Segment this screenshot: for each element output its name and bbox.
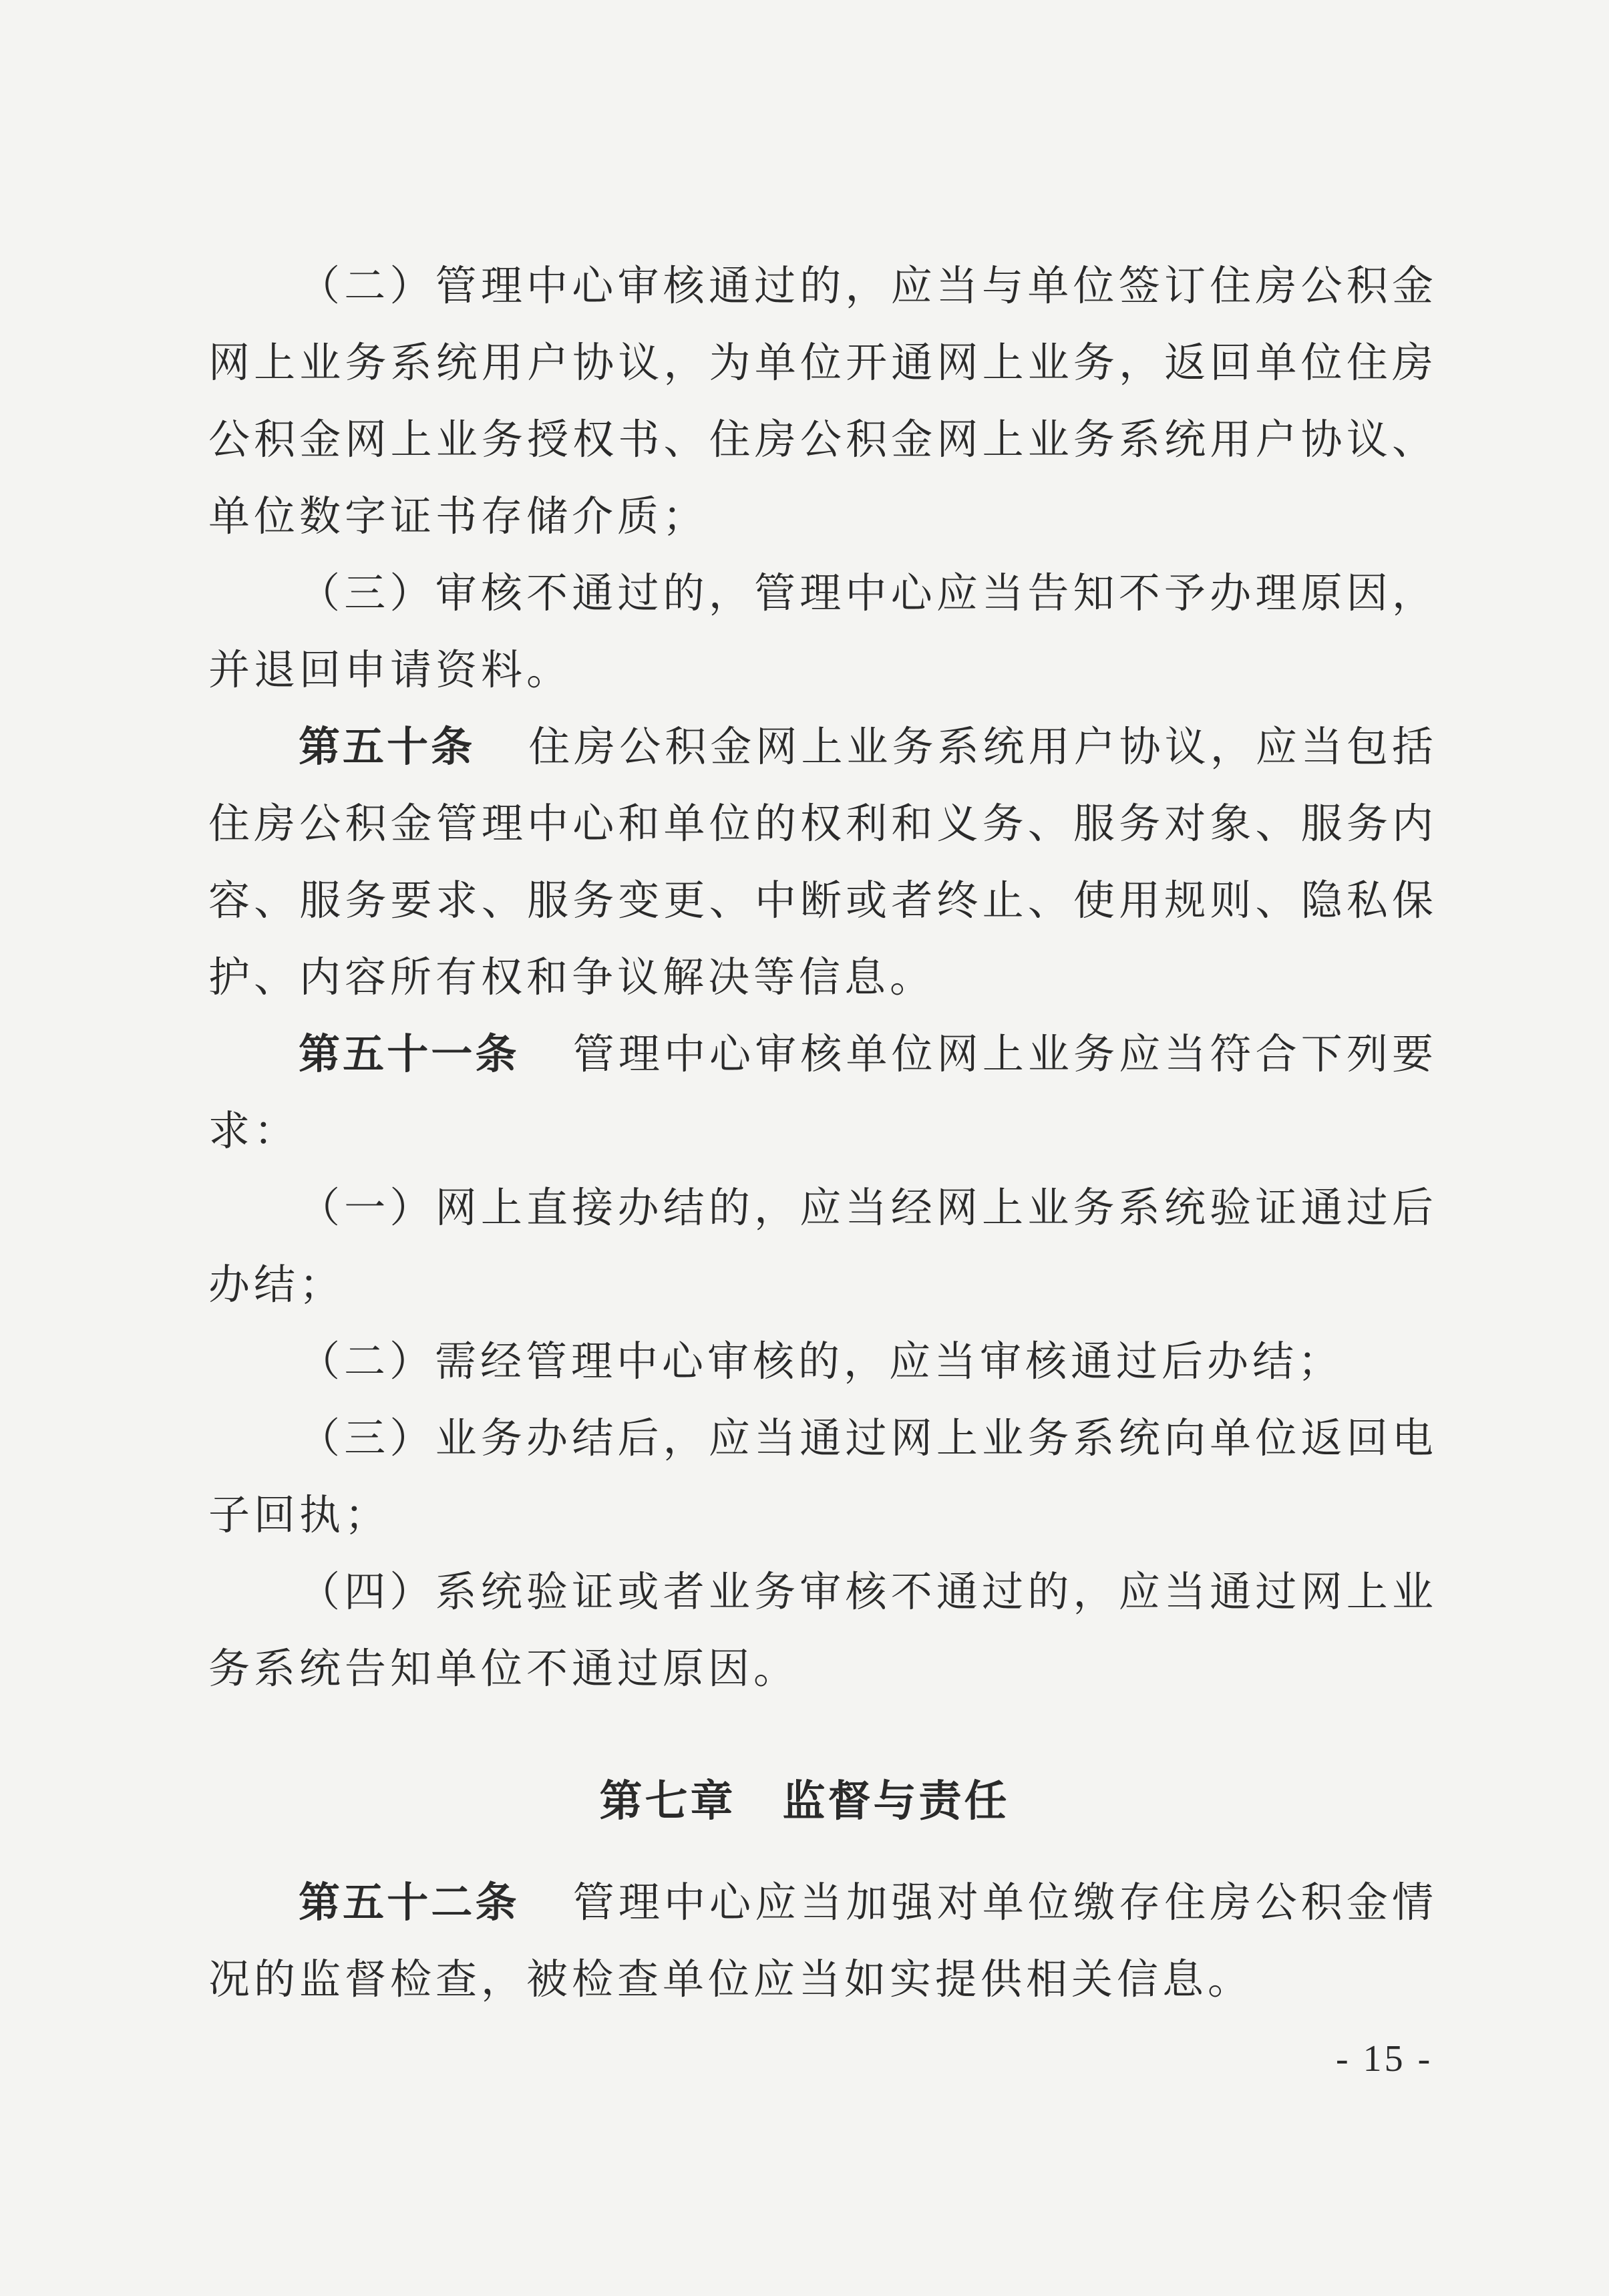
paragraph-text: （三）审核不通过的，管理中心应当告知不予办理原因，并退回申请资料。 bbox=[208, 568, 1437, 694]
requirement-text: （一）网上直接办结的，应当经网上业务系统验证通过后办结； bbox=[208, 1183, 1437, 1309]
article-text: 住房公积金网上业务系统用户协议，应当包括住房公积金管理中心和单位的权利和义务、服务对象、服务内容、服务要求、服务变更、中断或者终止、使用规则、隐私保护、内容所有权和争议解决等信息。 bbox=[208, 722, 1437, 1001]
article-number: 第五十二条 bbox=[299, 1878, 520, 1927]
article-52 bbox=[208, 1864, 1437, 2017]
article-51 bbox=[208, 1015, 1437, 1169]
chapter-heading bbox=[0, 1764, 1609, 1840]
article-number: 第五十条 bbox=[299, 722, 476, 771]
requirement-item-2 bbox=[208, 1323, 1437, 1400]
paragraph-item-2 bbox=[208, 247, 1437, 554]
article-50 bbox=[208, 708, 1437, 1015]
requirement-text: （二）需经管理中心审核的，应当审核通过后办结； bbox=[299, 1337, 1344, 1385]
article-text: 管理中心应当加强对单位缴存住房公积金情况的监督检查，被检查单位应当如实提供相关信息。 bbox=[208, 1878, 1437, 2003]
chapter-number: 第七章 bbox=[599, 1777, 736, 1826]
paragraph-item-3 bbox=[208, 554, 1437, 708]
requirement-text: （四）系统验证或者业务审核不通过的，应当通过网上业务系统告知单位不通过原因。 bbox=[208, 1567, 1437, 1693]
requirement-text: （三）业务办结后，应当通过网上业务系统向单位返回电子回执； bbox=[208, 1414, 1437, 1539]
page-number: - 15 - bbox=[1336, 2038, 1433, 2080]
paragraph-text: （二）管理中心审核通过的，应当与单位签订住房公积金网上业务系统用户协议，为单位开通网上业务，返回单位住房公积金网上业务授权书、住房公积金网上业务系统用户协议、单位数字证书存储介质； bbox=[208, 261, 1437, 540]
article-text: 管理中心审核单位网上业务应当符合下列要求： bbox=[208, 1029, 1437, 1155]
requirement-item-3 bbox=[208, 1400, 1437, 1553]
requirement-item-4 bbox=[208, 1553, 1437, 1707]
requirement-item-1 bbox=[208, 1169, 1437, 1323]
article-number: 第五十一条 bbox=[299, 1029, 520, 1078]
chapter-title: 监督与责任 bbox=[782, 1777, 1010, 1826]
